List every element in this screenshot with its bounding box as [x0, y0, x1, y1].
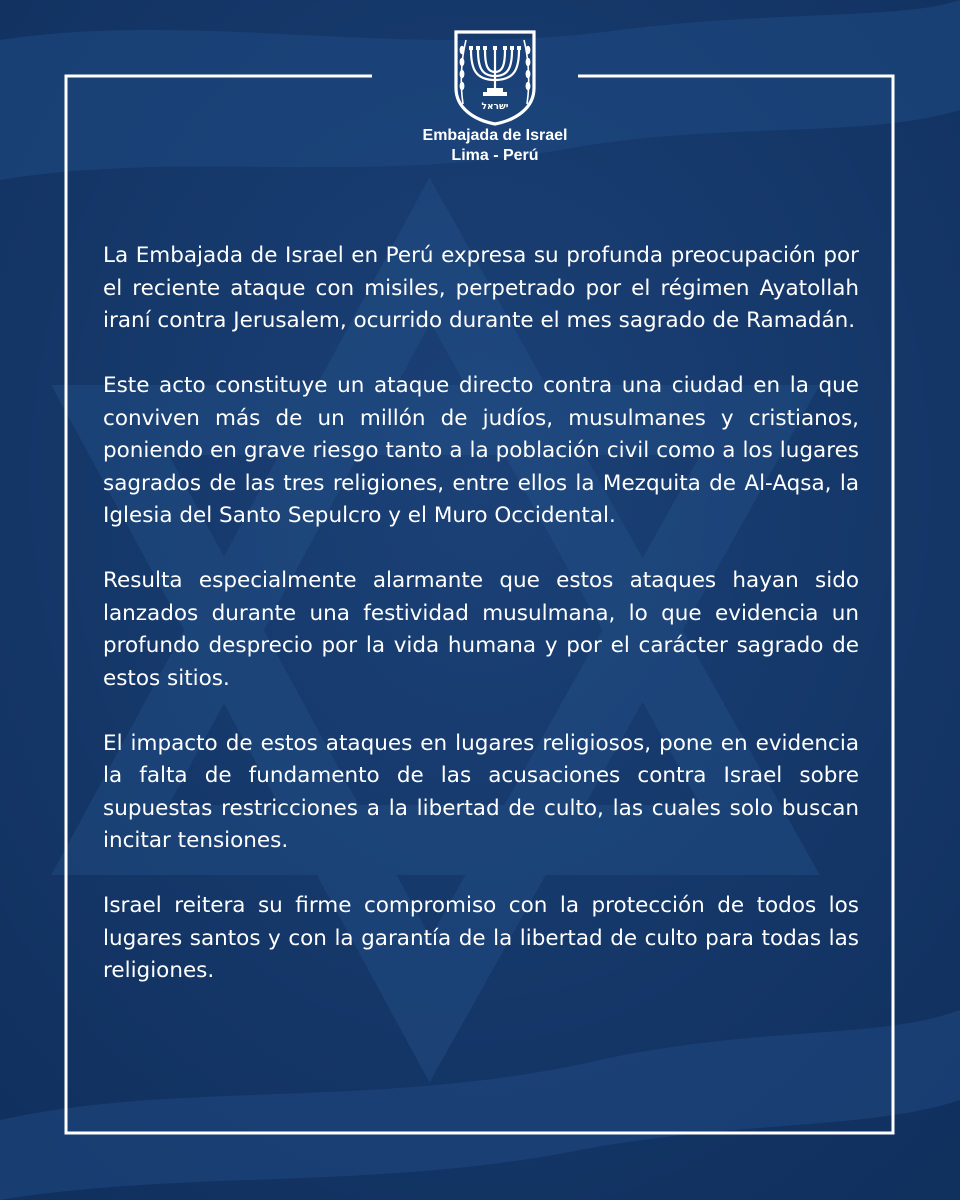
embassy-name	[380, 126, 610, 166]
paragraph-1: La Embajada de Israel en Perú expresa su profunda preocupación por el reciente ataque con misiles, perpetrado por el régimen Ayatollah iraní contra Jerusalem, ocurrido durante el mes sagrado de Ramadán.	[103, 243, 859, 333]
org-location: Lima - Perú	[451, 147, 539, 164]
emblem-of-israel-icon	[450, 26, 540, 126]
paragraph-5: Israel reitera su firme compromiso con la protección de todos los lugares santos y con la garantía de la libertad de culto para todas las religiones.	[103, 893, 859, 983]
paragraph-4: El impacto de estos ataques en lugares religiosos, pone en evidencia la falta de fundamento de las acusaciones contra Israel sobre supuestas restricciones a la libertad de culto, las cuales solo buscan incitar tensiones.	[103, 730, 859, 853]
emblem-hebrew-text: ישראל	[481, 102, 509, 112]
paragraph-3: Resulta especialmente alarmante que estos ataques hayan sido lanzados durante una festividad musulmana, lo que evidencia un profundo desprecio por la vida humana y por el carácter sagrado de estos sitios.	[103, 568, 859, 691]
org-name: Embajada de Israel	[422, 127, 568, 144]
paragraph-2: Este acto constituye un ataque directo contra una ciudad en la que conviven más de un millón de judíos, musulmanes y cristianos, poniendo en grave riesgo tanto a la población civil como a los lugares sagrados de las tres religiones, entre ellos la Mezquita de Al-Aqsa, la Iglesia del Santo Sepulcro y el Muro Occidental.	[103, 373, 859, 528]
statement-body	[103, 240, 859, 988]
